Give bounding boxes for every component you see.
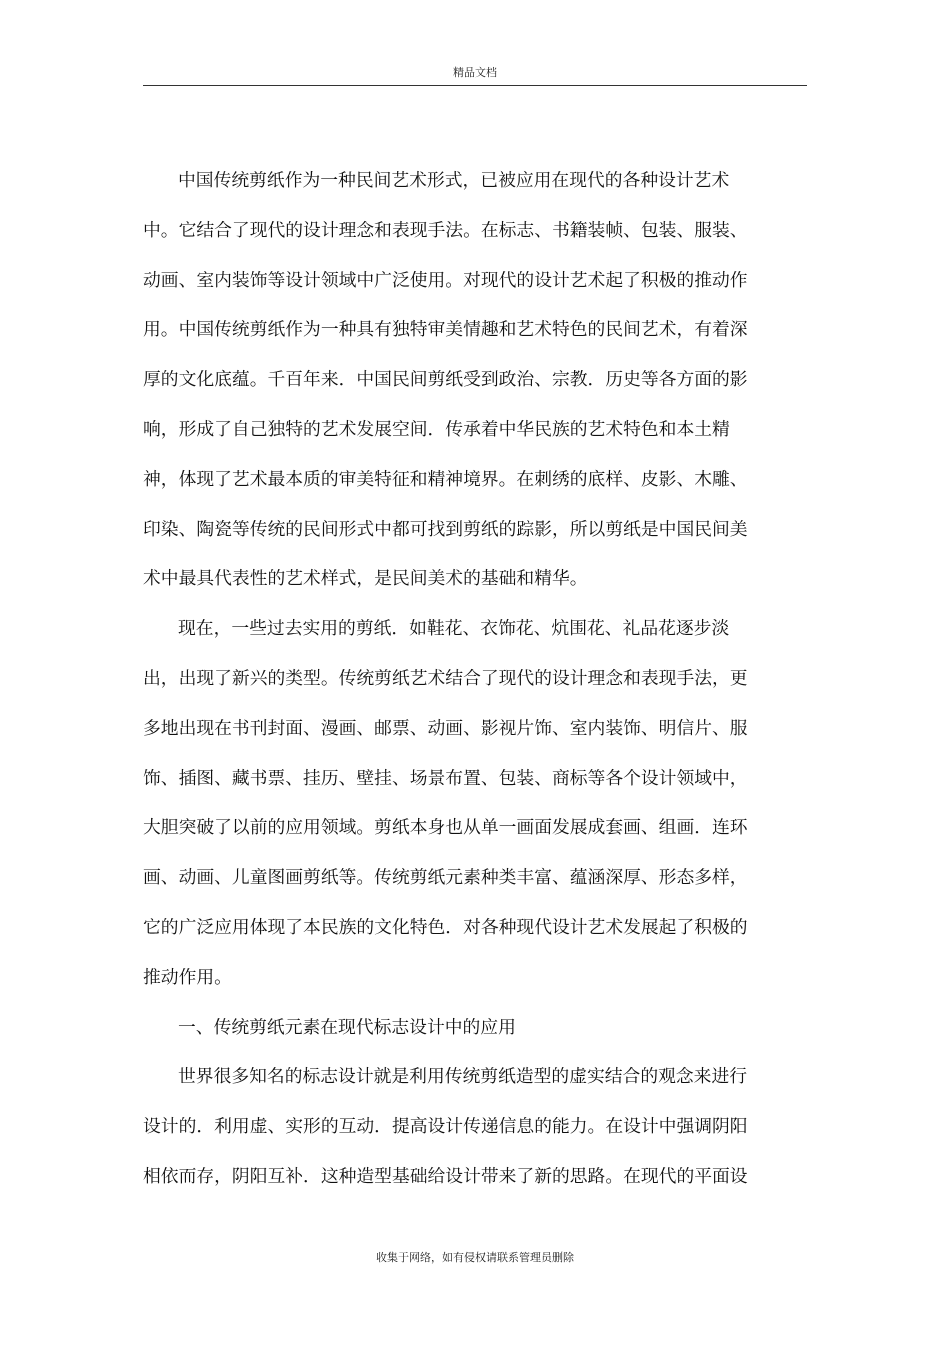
page-footer: 收集于网络，如有侵权请联系管理员删除 — [376, 1251, 574, 1264]
paragraph-1-line-1: 中国传统剪纸作为一种民间艺术形式，已被应用在现代的各种设计艺术 — [178, 170, 730, 191]
paragraph-1-line-4: 用。中国传统剪纸作为一种具有独特审美情趣和艺术特色的民间艺术，有着深 — [143, 319, 748, 341]
document-body — [143, 156, 763, 1202]
paragraph-1-line-8: 印染、陶瓷等传统的民间形式中都可找到剪纸的踪影，所以剪纸是中国民间美 — [143, 518, 748, 540]
paragraph-3-line-1: 世界很多知名的标志设计就是利用传统剪纸造型的虚实结合的观念来进行 — [178, 1066, 748, 1088]
paragraph-2-line-8: 推动作用。 — [143, 966, 232, 988]
paragraph-1-line-7: 神，体现了艺术最本质的审美特征和精神境界。在刺绣的底样、皮影、木雕、 — [143, 468, 748, 490]
paragraph-2-line-6: 画、动画、儿童图画剪纸等。传统剪纸元素种类丰富、蕴涵深厚、形态多样， — [143, 867, 748, 889]
section-heading: 一、传统剪纸元素在现代标志设计中的应用 — [178, 1016, 516, 1038]
paragraph-3-line-2: 设计的．利用虚、实形的互动．提高设计传递信息的能力。在设计中强调阴阳 — [143, 1116, 748, 1138]
paragraph-2-line-5: 大胆突破了以前的应用领域。剪纸本身也从单一画面发展成套画、组画．连环 — [143, 817, 748, 839]
page-header: 精品文档 — [453, 66, 497, 79]
paragraph-2-line-4: 饰、插图、藏书票、挂历、壁挂、场景布置、包装、商标等各个设计领域中， — [143, 767, 748, 789]
paragraph-2-line-2: 出，出现了新兴的类型。传统剪纸艺术结合了现代的设计理念和表现手法，更 — [143, 667, 748, 689]
paragraph-1-line-6: 响，形成了自己独特的艺术发展空间．传承着中华民族的艺术特色和本土精 — [143, 418, 730, 440]
paragraph-2-line-1: 现在，一些过去实用的剪纸．如鞋花、衣饰花、炕围花、礼品花逐步淡 — [178, 618, 730, 640]
header-divider — [143, 85, 807, 86]
paragraph-1-line-5: 厚的文化底蕴。千百年来．中国民间剪纸受到政治、宗教．历史等各方面的影 — [143, 369, 748, 391]
paragraph-1-line-2: 中。它结合了现代的设计理念和表现手法。在标志、书籍装帧、包装、服装、 — [143, 219, 748, 241]
paragraph-2-line-3: 多地出现在书刊封面、漫画、邮票、动画、影视片饰、室内装饰、明信片、服 — [143, 717, 748, 739]
paragraph-1-line-3: 动画、室内装饰等设计领域中广泛使用。对现代的设计艺术起了积极的推动作 — [143, 269, 748, 291]
paragraph-2-line-7: 它的广泛应用体现了本民族的文化特色．对各种现代设计艺术发展起了积极的 — [143, 916, 748, 938]
paragraph-3-line-3: 相依而存，阴阳互补．这种造型基础给设计带来了新的思路。在现代的平面设 — [143, 1165, 748, 1187]
paragraph-1-line-9: 术中最具代表性的艺术样式，是民间美术的基础和精华。 — [143, 568, 588, 590]
